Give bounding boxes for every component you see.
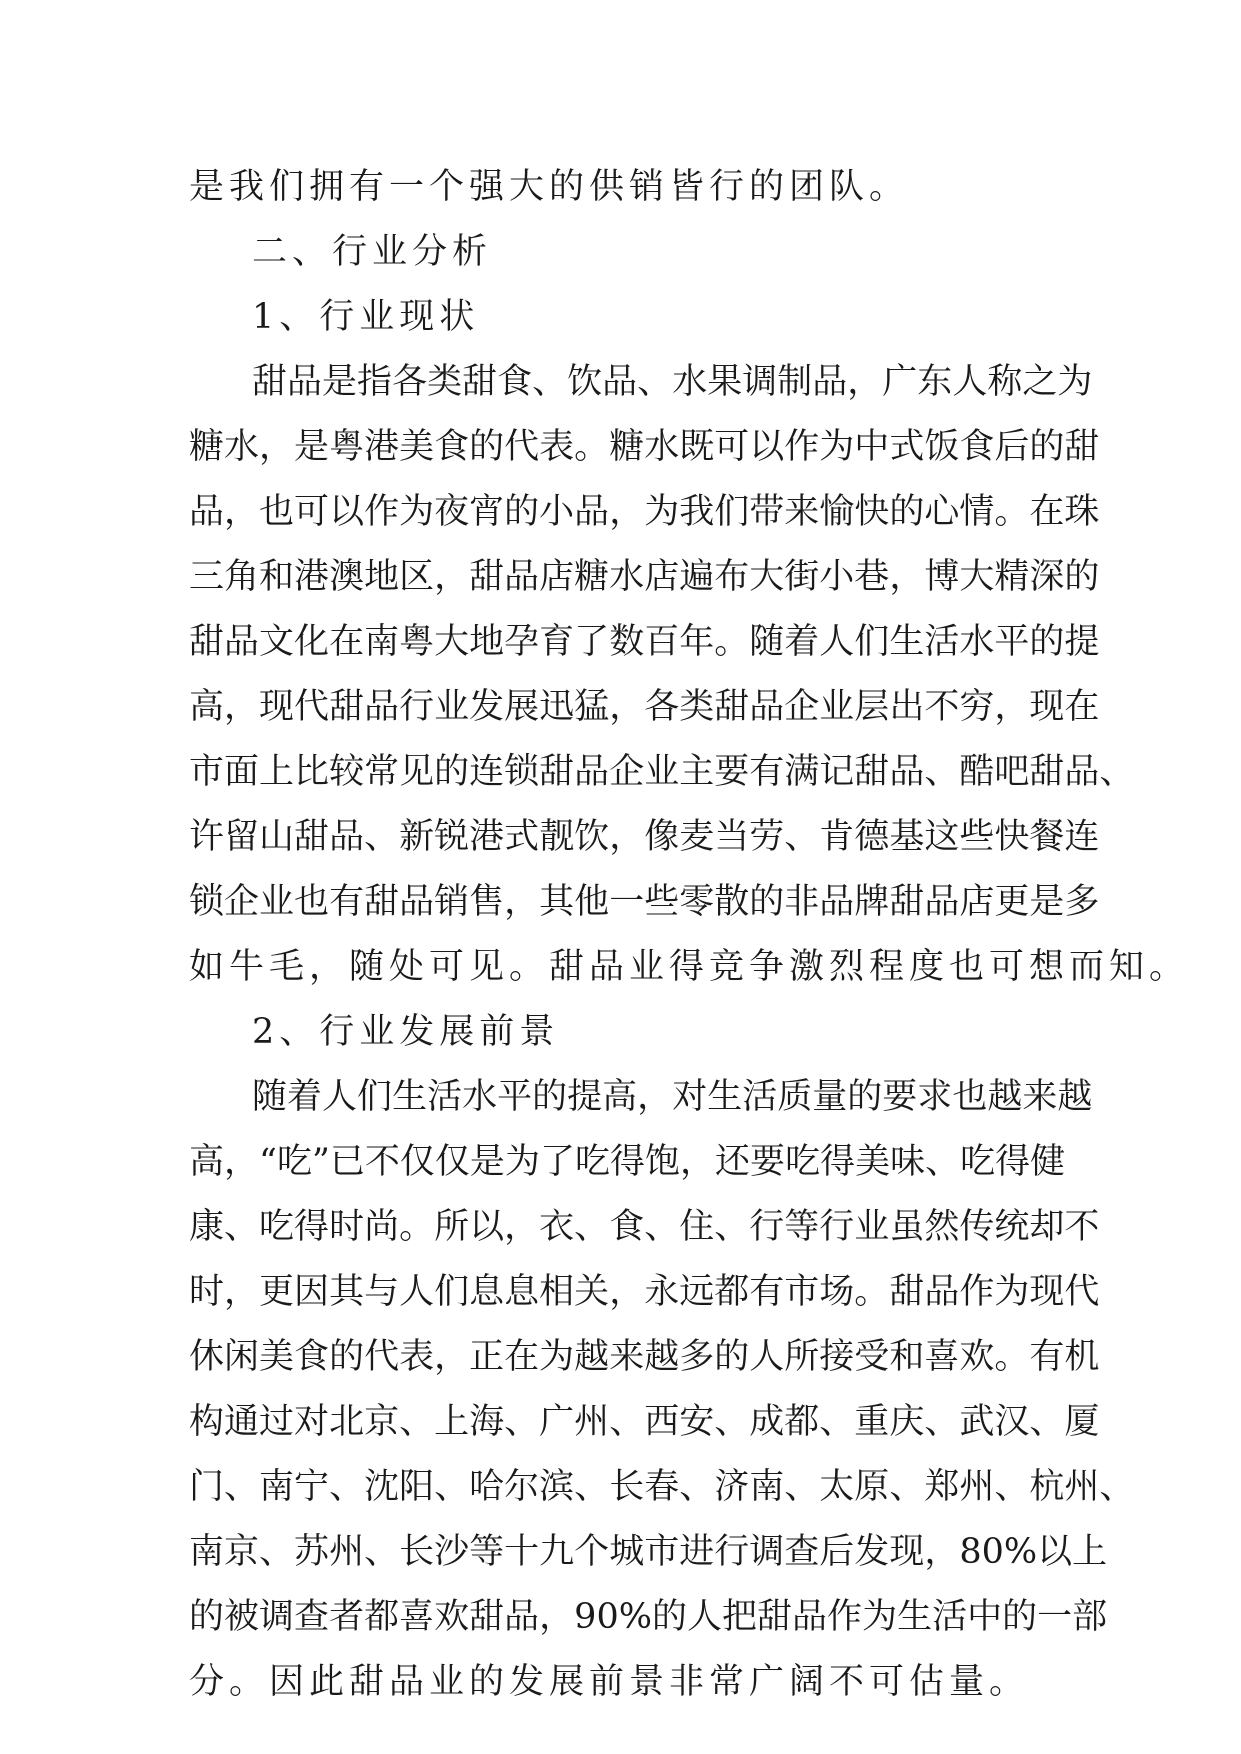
- text-line: 是我们拥有一个强大的供销皆行的团队。: [189, 167, 910, 207]
- text-line: 休 闲 美 食 的 代 表 ， 正 在 为 越 来 越 多 的 人 所 接 受 和 喜 欢 。 有 机: [189, 1337, 1100, 1377]
- text-line: 构 通 过 对 北 京 、 上 海 、 广 州 、 西 安 、 成 都 、 重 庆 、 武 汉 、 厦: [189, 1402, 1100, 1442]
- text-line: 南 京 、 苏 州 、 长 沙 等 十 九 个 城 市 进 行 调 查 后 发 现 ， 80% 以 上: [189, 1532, 1108, 1572]
- text-line: 分。因此甜品业的发展前景非常广阔不可估量。: [189, 1662, 1030, 1702]
- text-line: 二、行业分析: [252, 232, 493, 272]
- text-line: 三 角 和 港 澳 地 区 ， 甜 品 店 糖 水 店 遍 布 大 街 小 巷 ， 博 大 精 深 的: [189, 557, 1100, 597]
- text-line: 门 、 南 宁 、 沈 阳 、 哈 尔 滨 、 长 春 、 济 南 、 太 原 、 郑 州 、 杭 州 、: [189, 1467, 1135, 1507]
- text-line: 高 ， “ 吃 ” 已 不 仅 仅 是 为 了 吃 得 饱 ， 还 要 吃 得 美 味 、 吃 得 健: [189, 1142, 1066, 1182]
- text-line: 2、行业发展前景: [252, 1012, 560, 1052]
- text-line: 的 被 调 查 者 都 喜 欢 甜 品 ， 90% 的 人 把 甜 品 作 为 生 活 中 的 一 部: [189, 1597, 1108, 1637]
- text-line: 许 留 山 甜 品 、 新 锐 港 式 靓 饮 ， 像 麦 当 劳 、 肯 德 基 这 些 快 餐 连: [189, 817, 1100, 857]
- text-line: 高 ， 现 代 甜 品 行 业 发 展 迅 猛 ， 各 类 甜 品 企 业 层 出 不 穷 ， 现 在: [189, 687, 1100, 727]
- text-line: 1、行业现状: [252, 297, 480, 337]
- text-line: 市 面 上 比 较 常 见 的 连 锁 甜 品 企 业 主 要 有 满 记 甜 品 、 酷 吧 甜 品 、: [189, 752, 1135, 792]
- text-line: 品 ， 也 可 以 作 为 夜 宵 的 小 品 ， 为 我 们 带 来 愉 快 的 心 情 。 在 珠: [189, 492, 1100, 532]
- text-line: 时 ， 更 因 其 与 人 们 息 息 相 关 ， 永 远 都 有 市 场 。 甜 品 作 为 现 代: [189, 1272, 1100, 1312]
- text-line: 康 、 吃 得 时 尚 。 所 以 ， 衣 、 食 、 住 、 行 等 行 业 虽 然 传 统 却 不: [189, 1207, 1100, 1247]
- text-line: 甜 品 是 指 各 类 甜 食 、 饮 品 、 水 果 调 制 品 ， 广 东 人 称 之 为: [252, 362, 1093, 402]
- text-line: 随 着 人 们 生 活 水 平 的 提 高 ， 对 生 活 质 量 的 要 求 也 越 来 越: [252, 1077, 1093, 1117]
- text-line: 甜 品 文 化 在 南 粤 大 地 孕 育 了 数 百 年 。 随 着 人 们 生 活 水 平 的 提: [189, 622, 1100, 662]
- text-line: 糖 水 ， 是 粤 港 美 食 的 代 表 。 糖 水 既 可 以 作 为 中 式 饭 食 后 的 甜: [189, 427, 1100, 467]
- text-line: 锁 企 业 也 有 甜 品 销 售 ， 其 他 一 些 零 散 的 非 品 牌 甜 品 店 更 是 多: [189, 882, 1100, 922]
- text-line: 如牛毛，随处可见。甜品业得竞争激烈程度也可想而知。: [189, 947, 1190, 987]
- document-body: [189, 155, 1190, 1715]
